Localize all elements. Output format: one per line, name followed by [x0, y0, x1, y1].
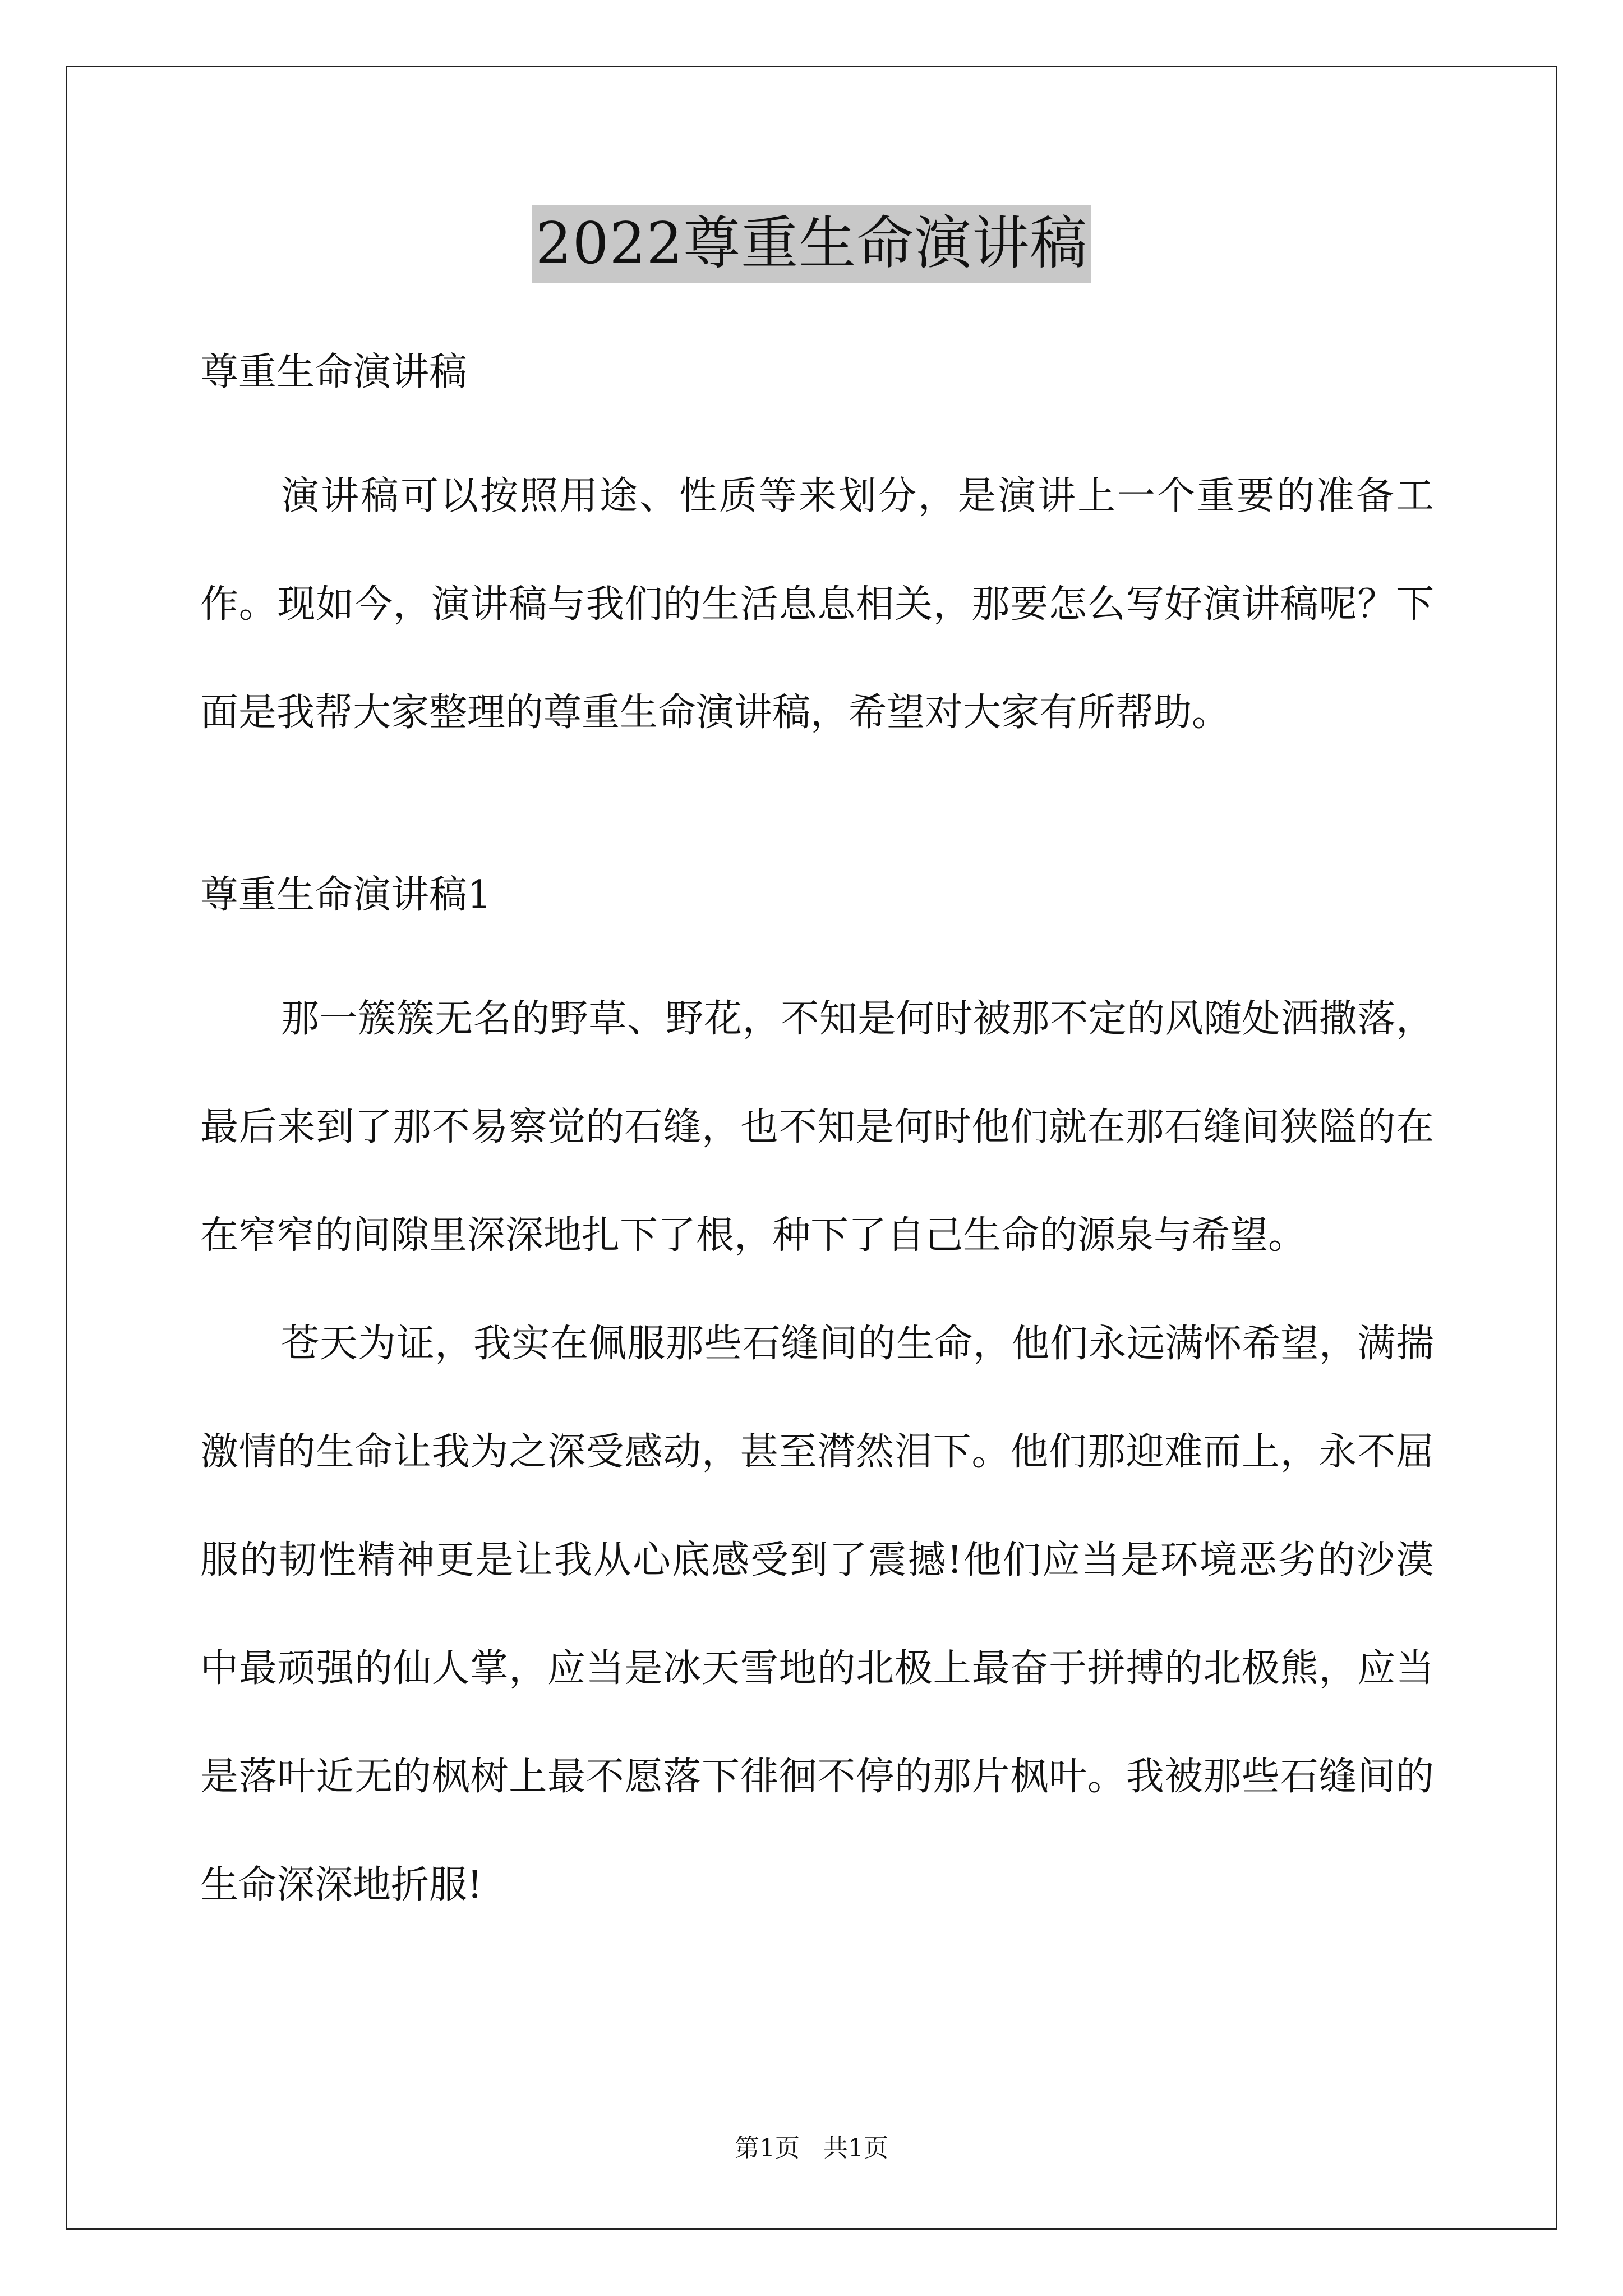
section-heading: 尊重生命演讲稿1 [200, 873, 492, 917]
paragraph: 苍天为证，我实在佩服那些石缝间的生命，他们永远满怀希望，满揣激情的生命让我为之深受感动，甚至潸然泪下。他们那迎难而上，永不屈服的韧性精神更是让我从心底感受到了震撼!他们应当是环境恶劣的沙漠中最顽强的仙人掌，应当是冰天雪地的北极上最奋于拼搏的北极熊，应当是落叶近无的枫树上最不愿落下徘徊不停的那片枫叶。我被那些石缝间的生命深深地折服! [200, 1322, 1434, 1907]
page-footer: 第1页 共1页 [735, 2134, 888, 2162]
document-body [200, 337, 1434, 1939]
title-container [0, 205, 1623, 283]
spacer [200, 767, 1434, 859]
spacer [200, 408, 1434, 442]
section-heading: 尊重生命演讲稿 [200, 350, 468, 394]
document-title: 2022尊重生命演讲稿 [532, 205, 1091, 283]
spacer [200, 931, 1434, 965]
paragraph: 那一簇簇无名的野草、野花，不知是何时被那不定的风随处洒撒落，最后来到了那不易察觉的石缝，也不知是何时他们就在那石缝间狭隘的在在窄窄的间隙里深深地扎下了根，种下了自己生命的源泉与希望。 [200, 997, 1434, 1258]
paragraph: 演讲稿可以按照用途、性质等来划分，是演讲上一个重要的准备工作。现如今，演讲稿与我们的生活息息相关，那要怎么写好演讲稿呢？下面是我帮大家整理的尊重生命演讲稿，希望对大家有所帮助。 [200, 474, 1434, 735]
